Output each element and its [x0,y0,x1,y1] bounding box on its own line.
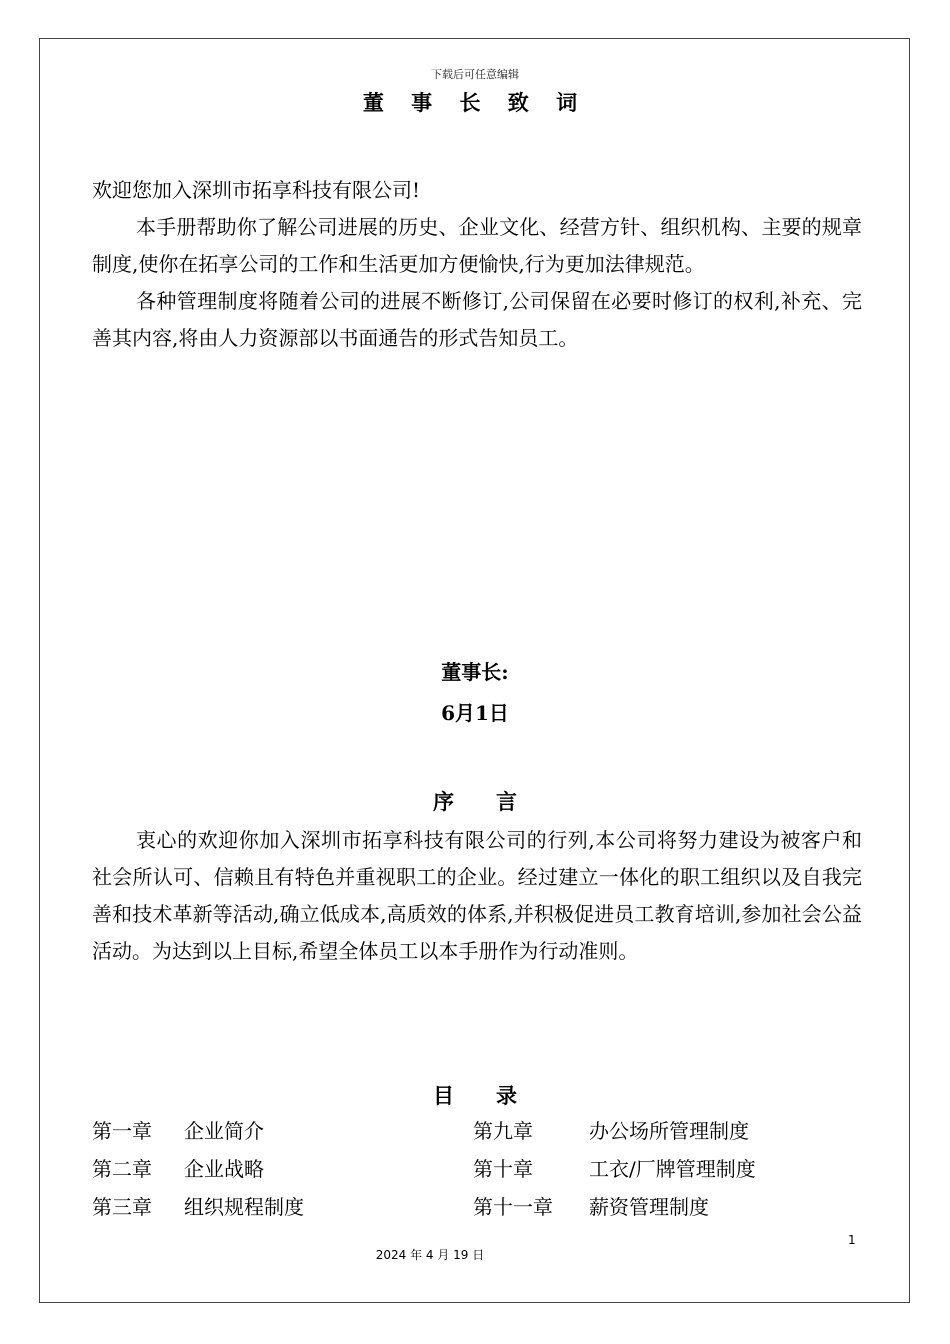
toc-row [92,1153,862,1191]
toc-chapter-name[interactable]: 薪资管理制度 [589,1195,709,1219]
toc-title: 目 录 [433,1083,517,1108]
toc-chapter-name[interactable]: 组织规程制度 [184,1195,304,1219]
welcome-section [92,172,862,357]
welcome-paragraph-1: 本手册帮助你了解公司进展的历史、企业文化、经营方针、组织机构、主要的规章制度,使你在拓享公司的工作和生活更加方便愉快,行为更加法律规范。 [92,215,862,276]
toc-chapter-number[interactable]: 第二章 [92,1157,152,1181]
toc-chapter-name[interactable]: 办公场所管理制度 [589,1119,749,1143]
page-number: 1 [848,1233,856,1247]
chairman-signature: 董事长: [441,660,509,684]
signature-date: 6月1日 [441,701,509,725]
footer-date: 2024 年 4 月 19 日 [375,1248,485,1262]
preface-text: 衷心的欢迎你加入深圳市拓享科技有限公司的行列,本公司将努力建设为被客户和社会所认可、信赖且有特色并重视职工的企业。经过建立一体化的职工组织以及自我完善和技术革新等活动,确立低成本,高质效的体系,并积极促进员工教育培训,参加社会公益活动。为达到以上目标,希望全体员工以本手册作为行动准则。 [92,828,862,963]
toc-chapter-number[interactable]: 第三章 [92,1195,152,1219]
toc-chapter-number[interactable]: 第一章 [92,1119,152,1143]
toc-chapter-number[interactable]: 第九章 [473,1119,533,1143]
header-note: 下载后可任意编辑 [431,68,519,81]
toc-chapter-name[interactable]: 工衣/厂牌管理制度 [589,1157,756,1181]
toc-row [92,1191,862,1229]
toc-row [92,1115,862,1153]
welcome-paragraph-2: 各种管理制度将随着公司的进展不断修订,公司保留在必要时修订的权利,补充、完善其内容,将由人力资源部以书面通告的形式告知员工。 [92,289,862,350]
toc-chapter-name[interactable]: 企业简介 [184,1119,264,1143]
preface-title: 序 言 [433,789,517,814]
welcome-line: 欢迎您加入深圳市拓享科技有限公司! [92,178,421,202]
toc-chapter-number[interactable]: 第十一章 [473,1195,553,1219]
page-title: 董 事 长 致 词 [362,90,588,115]
table-of-contents [92,1115,862,1229]
toc-chapter-name[interactable]: 企业战略 [184,1157,264,1181]
toc-chapter-number[interactable]: 第十章 [473,1157,533,1181]
